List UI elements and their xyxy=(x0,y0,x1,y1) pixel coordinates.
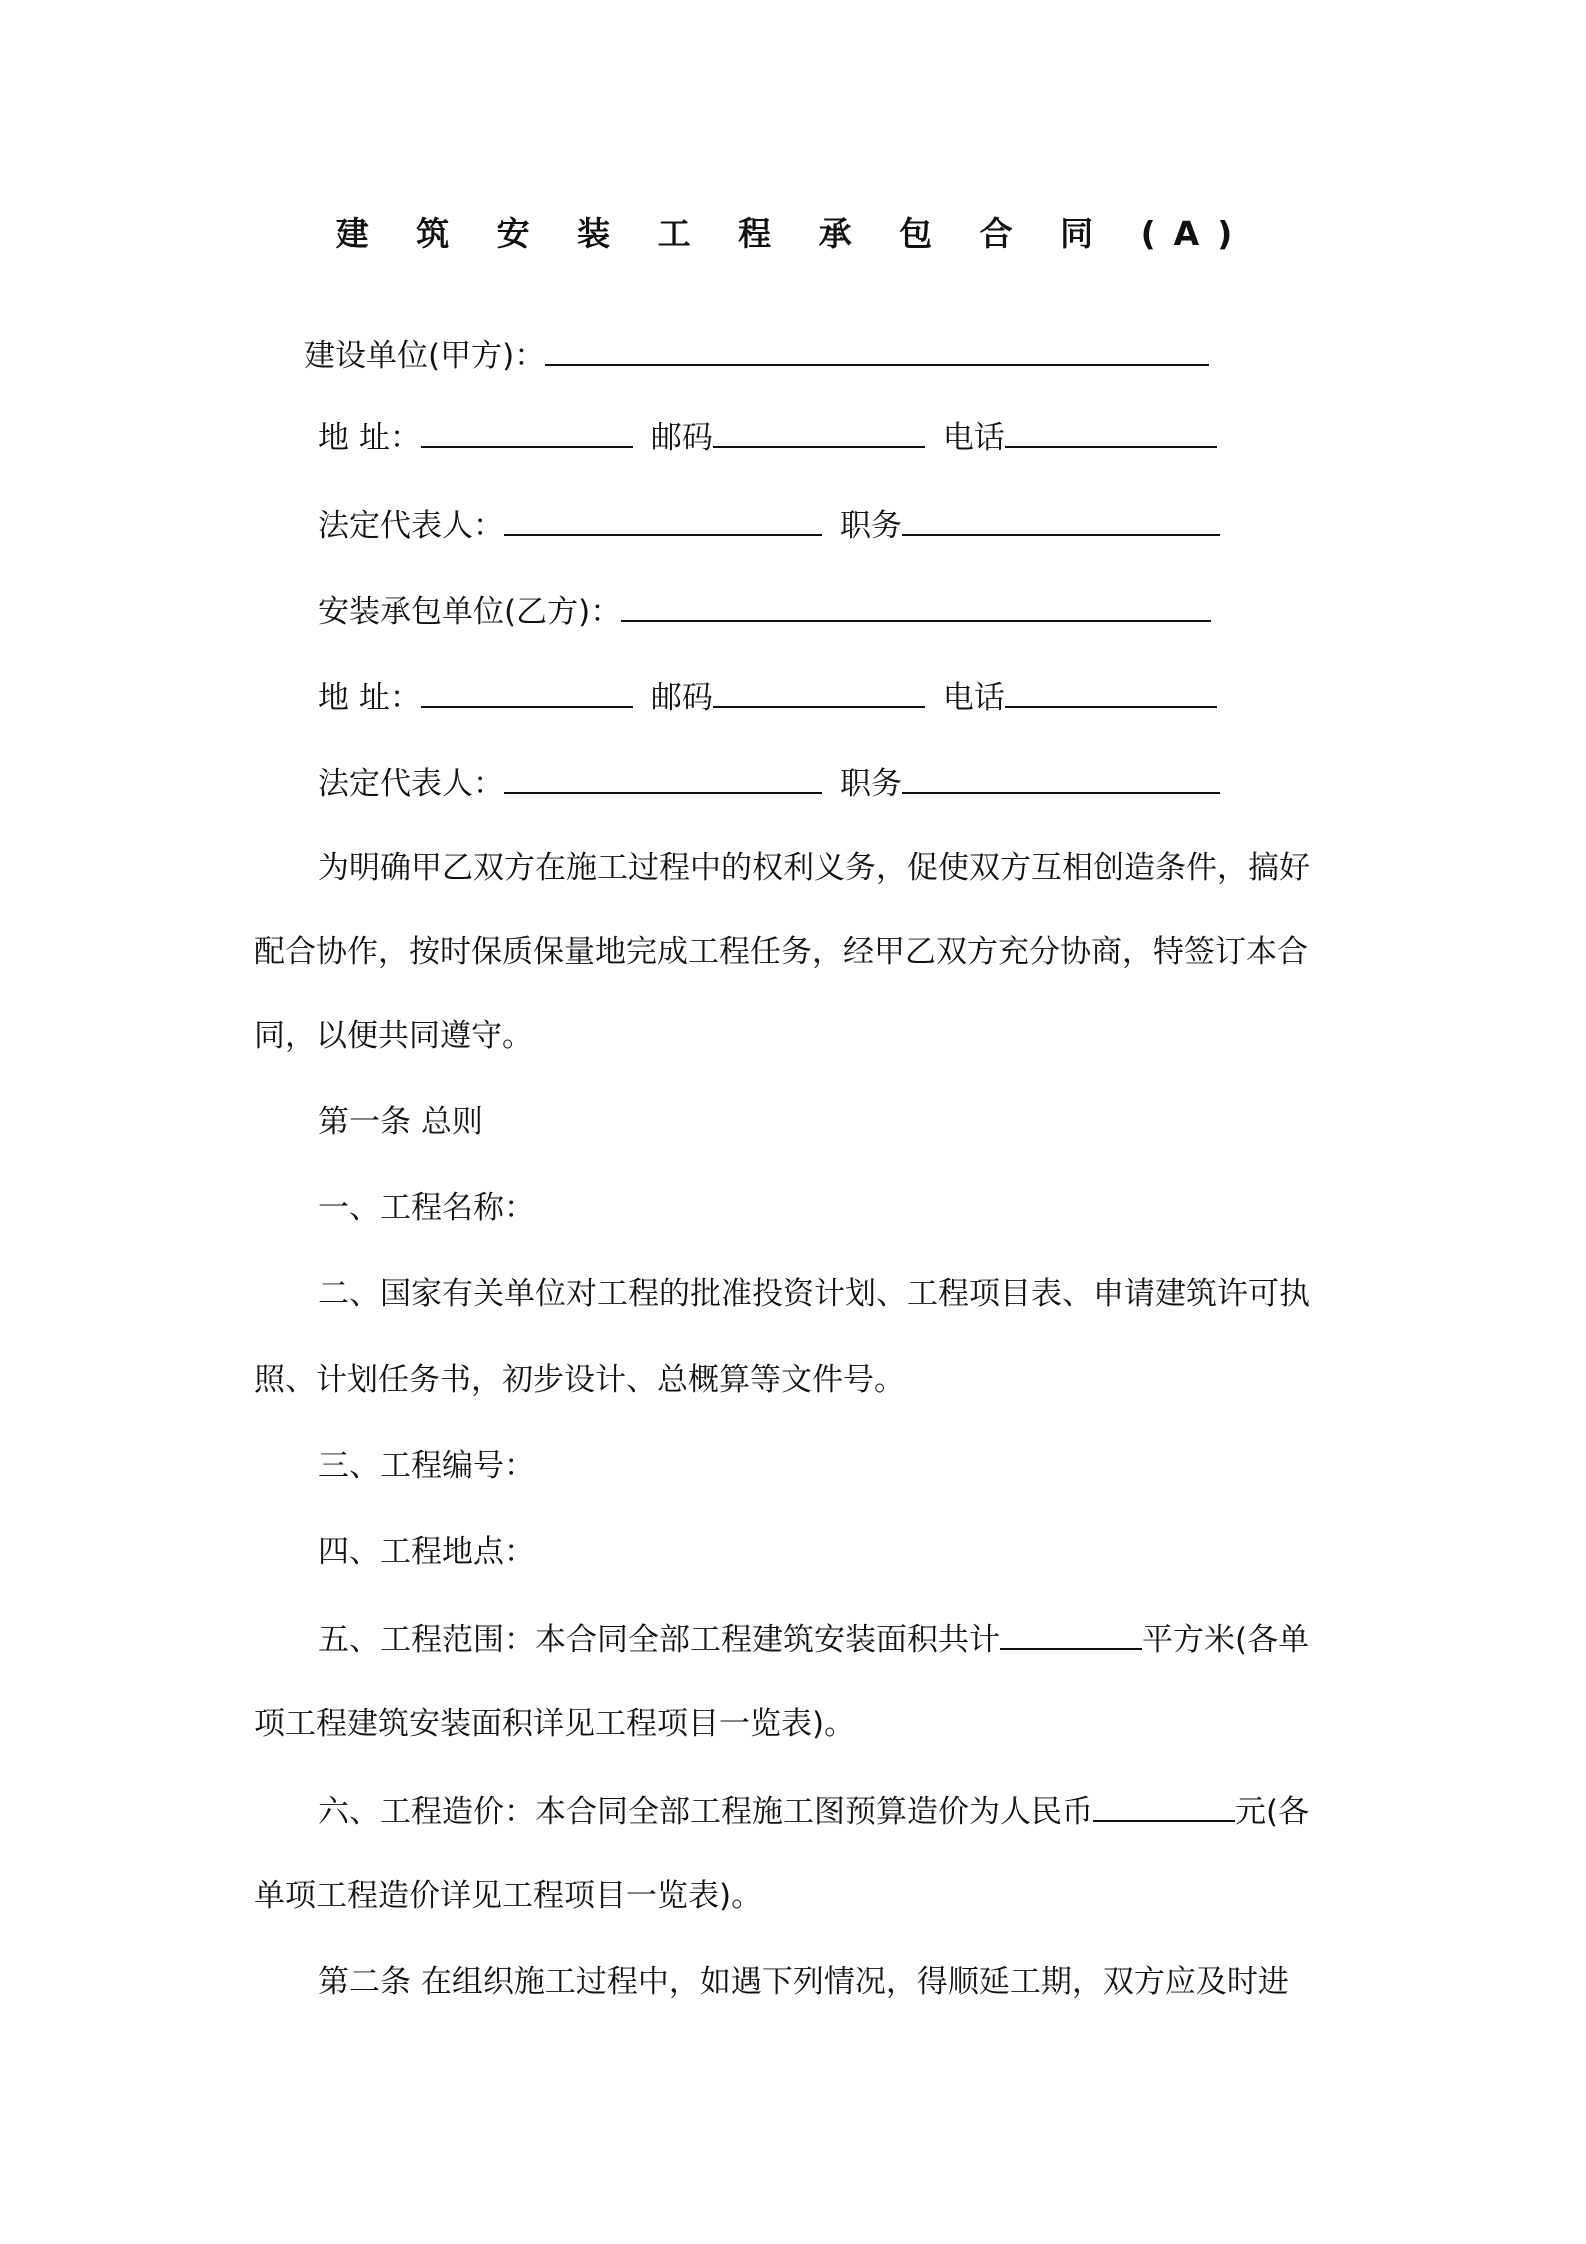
party-b-rep-blank xyxy=(504,764,822,794)
article-1-item-1: 一、工程名称： xyxy=(318,1190,535,1226)
party-b-contact-row xyxy=(318,678,1217,717)
article-1-item-5-line-1 xyxy=(318,1620,1309,1659)
party-a-rep-row xyxy=(318,506,1220,545)
party-a-unit-row xyxy=(304,336,1209,375)
article-1-item-4: 四、工程地点： xyxy=(318,1534,535,1570)
article-1-item-6-line-2: 单项工程造价详见工程项目一览表)。 xyxy=(254,1878,763,1914)
item-6-prefix: 六、工程造价：本合同全部工程施工图预算造价为人民币 xyxy=(318,1794,1093,1830)
party-b-unit-row xyxy=(318,592,1211,631)
article-1-item-3: 三、工程编号： xyxy=(318,1448,535,1484)
party-a-address-label: 地 址： xyxy=(318,420,421,456)
preamble-line-2: 配合协作，按时保质保量地完成工程任务，经甲乙双方充分协商，特签订本合 xyxy=(254,934,1308,970)
party-b-address-blank xyxy=(421,678,633,708)
party-a-rep-blank xyxy=(504,506,822,536)
party-b-phone-blank xyxy=(1005,678,1217,708)
party-b-postcode-label: 邮码 xyxy=(650,680,713,716)
party-a-address-blank xyxy=(421,418,633,448)
party-a-phone-blank xyxy=(1005,418,1217,448)
party-b-address-label: 地 址： xyxy=(318,680,421,716)
party-a-contact-row xyxy=(318,418,1217,457)
party-a-unit-label: 建设单位(甲方)： xyxy=(304,338,546,374)
party-b-unit-blank xyxy=(621,592,1211,622)
article-1-item-6-line-1 xyxy=(318,1792,1309,1831)
party-a-rep-label: 法定代表人： xyxy=(318,508,504,544)
party-b-rep-label: 法定代表人： xyxy=(318,766,504,802)
preamble-line-3: 同，以便共同遵守。 xyxy=(254,1018,533,1054)
party-a-postcode-blank xyxy=(713,418,925,448)
article-1-item-2-line-1: 二、国家有关单位对工程的批准投资计划、工程项目表、申请建筑许可执 xyxy=(318,1276,1310,1312)
article-1-item-5-line-2: 项工程建筑安装面积详见工程项目一览表)。 xyxy=(254,1706,856,1742)
party-b-phone-label: 电话 xyxy=(942,680,1005,716)
article-1-heading: 第一条 总则 xyxy=(318,1104,483,1140)
article-1-item-2-line-2: 照、计划任务书，初步设计、总概算等文件号。 xyxy=(254,1362,905,1398)
area-blank xyxy=(1000,1620,1142,1650)
party-b-postcode-blank xyxy=(713,678,925,708)
party-a-postcode-label: 邮码 xyxy=(650,420,713,456)
party-b-position-label: 职务 xyxy=(840,766,902,802)
party-b-rep-row xyxy=(318,764,1220,803)
party-a-position-label: 职务 xyxy=(840,508,902,544)
party-b-unit-label: 安装承包单位(乙方)： xyxy=(318,594,622,630)
item-6-suffix: 元(各 xyxy=(1235,1794,1310,1830)
party-a-phone-label: 电话 xyxy=(942,420,1005,456)
item-5-suffix: 平方米(各单 xyxy=(1142,1622,1310,1658)
party-b-position-blank xyxy=(902,764,1220,794)
article-2-line-1: 第二条 在组织施工过程中，如遇下列情况，得顺延工期，双方应及时进 xyxy=(318,1964,1289,2000)
party-a-unit-blank xyxy=(545,336,1209,366)
preamble-line-1: 为明确甲乙双方在施工过程中的权利义务，促使双方互相创造条件，搞好 xyxy=(318,850,1310,886)
cost-blank xyxy=(1093,1792,1235,1822)
party-a-position-blank xyxy=(902,506,1220,536)
item-5-prefix: 五、工程范围：本合同全部工程建筑安装面积共计 xyxy=(318,1622,1000,1658)
document-title: 建 筑 安 装 工 程 承 包 合 同 (A) xyxy=(335,214,1251,253)
